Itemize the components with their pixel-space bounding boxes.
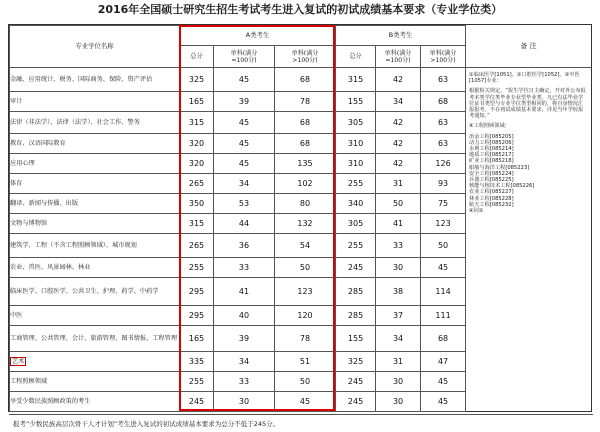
program-cell bbox=[10, 278, 180, 306]
remarks-list-item: 水利工程[085214] bbox=[469, 146, 514, 153]
a-100-header bbox=[214, 46, 275, 68]
b-total-cell: 245 bbox=[336, 258, 376, 278]
b-150-cell: 111 bbox=[421, 306, 466, 326]
a-150-cell: 120 bbox=[275, 306, 336, 326]
table-row bbox=[10, 234, 466, 258]
b-total-cell: 310 bbox=[336, 154, 376, 174]
program-cell bbox=[10, 194, 180, 214]
program-cell bbox=[10, 92, 180, 112]
b-150-header bbox=[421, 46, 466, 68]
a-150-label-line2: >100分) bbox=[292, 56, 318, 64]
a-total-cell: 315 bbox=[180, 112, 214, 134]
b-150-cell: 45 bbox=[421, 392, 466, 412]
remarks-block-2: 根据相关规定，“报生学位日主确定，开对外公布报考本类学位类毕业专业型毕业类。凡已有法毕业学位证书类型与专业学位类型相同的，将自身情况汇报报考。不在初试成绩基本要求，详见当年学校报考通知。” bbox=[469, 88, 586, 120]
b-100-cell: 31 bbox=[376, 352, 421, 372]
a-150-cell: 68 bbox=[275, 112, 336, 134]
b-total-cell: 155 bbox=[336, 92, 376, 112]
a-total-cell: 265 bbox=[180, 174, 214, 194]
a-150-cell: 78 bbox=[275, 92, 336, 112]
a-150-cell: 135 bbox=[275, 154, 336, 174]
program-cell bbox=[10, 112, 180, 134]
b-150-cell: 63 bbox=[421, 134, 466, 154]
a-100-cell: 39 bbox=[214, 92, 275, 112]
table-row bbox=[10, 372, 466, 392]
a-total-cell: 335 bbox=[180, 352, 214, 372]
remarks-list-item: 安全工程[085224] bbox=[469, 170, 514, 177]
remarks-block-3: ④工程照顾领域： bbox=[469, 123, 510, 130]
a-100-cell: 45 bbox=[214, 134, 275, 154]
a-100-label-line1: 单科(满分 bbox=[230, 49, 258, 57]
a-100-cell: 34 bbox=[214, 174, 275, 194]
remarks-block-4: ④同① bbox=[469, 208, 484, 215]
table-row bbox=[10, 326, 466, 352]
program-cell bbox=[10, 68, 180, 92]
a-150-cell: 54 bbox=[275, 234, 336, 258]
table-row bbox=[10, 174, 466, 194]
remarks-panel bbox=[465, 25, 591, 411]
b-100-cell: 50 bbox=[376, 194, 421, 214]
b-150-cell: 63 bbox=[421, 112, 466, 134]
b-100-cell: 30 bbox=[376, 392, 421, 412]
b-100-cell: 41 bbox=[376, 214, 421, 234]
program-name: 文物与博物馆 bbox=[10, 219, 48, 227]
b-total-cell: 305 bbox=[336, 112, 376, 134]
program-name: 体育 bbox=[10, 179, 23, 187]
program-cell bbox=[10, 352, 180, 372]
program-name: 农业、兽医、风景园林、林业 bbox=[10, 263, 91, 271]
b-150-cell: 93 bbox=[421, 174, 466, 194]
program-name: 建筑学、工程（不含工程照顾领域）、城市规划 bbox=[10, 241, 137, 249]
program-header-label: 专业学位名称 bbox=[75, 42, 114, 50]
program-cell bbox=[10, 306, 180, 326]
remarks-list-item: 林业工程[085228] bbox=[469, 195, 514, 202]
zone-a-label: A类考生 bbox=[245, 31, 270, 39]
remarks-list-item: 核能与核技术工程[085226] bbox=[469, 183, 535, 190]
remarks-list-item: 航天工程[085232] bbox=[469, 201, 514, 208]
table-row bbox=[10, 112, 466, 134]
remarks-list-item: 地质工程[085217] bbox=[469, 152, 514, 159]
b-150-cell: 114 bbox=[421, 278, 466, 306]
a-total-cell: 350 bbox=[180, 194, 214, 214]
a-150-cell: 50 bbox=[275, 372, 336, 392]
program-name: 工程照顾领域 bbox=[10, 377, 48, 385]
b-100-cell: 31 bbox=[376, 174, 421, 194]
b-total-cell: 245 bbox=[336, 392, 376, 412]
b-total-cell: 315 bbox=[336, 68, 376, 92]
table-row bbox=[10, 392, 466, 412]
a-150-cell: 51 bbox=[275, 352, 336, 372]
a-150-cell: 45 bbox=[275, 392, 336, 412]
b-total-cell: 245 bbox=[336, 372, 376, 392]
b-100-cell: 38 bbox=[376, 278, 421, 306]
b-150-cell: 47 bbox=[421, 352, 466, 372]
a-total-cell: 320 bbox=[180, 134, 214, 154]
b-150-label-line1: 单科(满分 bbox=[429, 49, 457, 57]
table-row bbox=[10, 194, 466, 214]
a-150-cell: 50 bbox=[275, 258, 336, 278]
b-total-cell: 305 bbox=[336, 214, 376, 234]
a-100-cell: 36 bbox=[214, 234, 275, 258]
b-150-cell: 126 bbox=[421, 154, 466, 174]
remarks-list-item: 动力工程[085206] bbox=[469, 139, 514, 146]
b-150-cell: 75 bbox=[421, 194, 466, 214]
remarks-block-1: ①临床医学[1051]、②口腔医学[1052]、③中医[1057]专业： bbox=[469, 72, 580, 85]
b-100-cell: 42 bbox=[376, 112, 421, 134]
b-150-cell: 68 bbox=[421, 92, 466, 112]
b-150-cell: 68 bbox=[421, 326, 466, 352]
a-total-label: 总分 bbox=[190, 53, 203, 60]
program-name-text: 法律（非法学）、法律（法学）、社会工作、警务 bbox=[10, 118, 140, 126]
b-total-cell: 340 bbox=[336, 194, 376, 214]
a-total-cell: 165 bbox=[180, 92, 214, 112]
a-150-cell: 78 bbox=[275, 326, 336, 352]
a-150-cell: 123 bbox=[275, 278, 336, 306]
a-total-cell: 295 bbox=[180, 306, 214, 326]
b-100-cell: 42 bbox=[376, 134, 421, 154]
b-100-cell: 42 bbox=[376, 68, 421, 92]
program-name: 工商管理、公共管理、会计、旅游管理、图书情报、工程管理 bbox=[10, 334, 178, 342]
program-cell bbox=[10, 214, 180, 234]
b-150-cell: 63 bbox=[421, 68, 466, 92]
a-150-label-line1: 单科(满分 bbox=[291, 49, 319, 57]
program-cell bbox=[10, 174, 180, 194]
footnote: 报考“少数民族高层次骨干人才计划”考生进入复试的初试成绩基本要求为总分不低于245分。 bbox=[9, 414, 593, 432]
a-total-cell: 255 bbox=[180, 372, 214, 392]
a-100-cell: 45 bbox=[214, 154, 275, 174]
a-total-cell: 165 bbox=[180, 326, 214, 352]
scores-sheet bbox=[8, 24, 592, 428]
a-150-cell: 68 bbox=[275, 68, 336, 92]
program-cell bbox=[10, 234, 180, 258]
a-total-header bbox=[180, 46, 214, 68]
table-row bbox=[10, 92, 466, 112]
b-100-header bbox=[376, 46, 421, 68]
program-name: 艺术 bbox=[12, 358, 25, 365]
remarks-list bbox=[469, 134, 588, 208]
a-100-cell: 39 bbox=[214, 326, 275, 352]
b-total-cell: 310 bbox=[336, 134, 376, 154]
program-name: 临床医学、口腔医学、公共卫生、护理、药学、中药学 bbox=[10, 287, 159, 295]
b-150-label-line2: >100分) bbox=[430, 56, 456, 64]
program-name bbox=[10, 119, 140, 126]
scores-table bbox=[9, 25, 466, 412]
program-cell bbox=[10, 154, 180, 174]
program-name: 享受少数民族照顾政策的考生 bbox=[10, 397, 91, 405]
a-total-cell: 320 bbox=[180, 154, 214, 174]
b-100-cell: 34 bbox=[376, 326, 421, 352]
program-cell bbox=[10, 258, 180, 278]
remarks-list-item: 矿业工程[085218] bbox=[469, 158, 514, 165]
b-total-cell: 255 bbox=[336, 234, 376, 258]
a-150-cell: 80 bbox=[275, 194, 336, 214]
b-100-cell: 34 bbox=[376, 92, 421, 112]
program-name: 应用心理 bbox=[10, 159, 35, 167]
a-total-cell: 245 bbox=[180, 392, 214, 412]
b-100-cell: 30 bbox=[376, 372, 421, 392]
a-100-cell: 45 bbox=[214, 112, 275, 134]
table-row bbox=[10, 134, 466, 154]
a-100-cell: 40 bbox=[214, 306, 275, 326]
remarks-list-item: 兵器工程[085225] bbox=[469, 177, 514, 184]
b-150-cell: 50 bbox=[421, 234, 466, 258]
program-name: 金融、应用统计、税务、国际商务、保险、资产评估 bbox=[10, 75, 153, 83]
b-150-cell: 123 bbox=[421, 214, 466, 234]
b-150-cell: 45 bbox=[421, 258, 466, 278]
table-row bbox=[10, 68, 466, 92]
b-100-cell: 42 bbox=[376, 154, 421, 174]
b-total-cell: 325 bbox=[336, 352, 376, 372]
program-cell bbox=[10, 372, 180, 392]
a-100-cell: 30 bbox=[214, 392, 275, 412]
a-100-cell: 45 bbox=[214, 68, 275, 92]
a-100-label-line2: =100分) bbox=[231, 56, 257, 64]
table-row bbox=[10, 154, 466, 174]
b-total-cell: 285 bbox=[336, 306, 376, 326]
b-100-label-line2: =100分) bbox=[385, 56, 411, 64]
b-100-cell: 33 bbox=[376, 234, 421, 258]
b-100-cell: 37 bbox=[376, 306, 421, 326]
remarks-header bbox=[466, 25, 591, 68]
zone-a-header bbox=[180, 26, 336, 46]
remarks-list-item: 船舶与海洋工程[085223] bbox=[469, 164, 530, 171]
program-name: 翻译、新闻与传播、出版 bbox=[10, 199, 79, 207]
b-total-cell: 155 bbox=[336, 326, 376, 352]
program-cell bbox=[10, 134, 180, 154]
a-150-cell: 102 bbox=[275, 174, 336, 194]
table-row bbox=[10, 306, 466, 326]
table-row bbox=[10, 214, 466, 234]
a-100-cell: 33 bbox=[214, 258, 275, 278]
program-name: 中医 bbox=[10, 311, 23, 319]
remarks-body bbox=[466, 68, 591, 220]
table-row bbox=[10, 352, 466, 372]
program-cell bbox=[10, 392, 180, 412]
a-total-cell: 295 bbox=[180, 278, 214, 306]
a-150-cell: 132 bbox=[275, 214, 336, 234]
remarks-list-item: 冶金工程[085205] bbox=[469, 133, 514, 140]
a-100-cell: 41 bbox=[214, 278, 275, 306]
program-name: 教育、汉语国际教育 bbox=[10, 139, 66, 147]
a-total-cell: 325 bbox=[180, 68, 214, 92]
zone-b-label: B类考生 bbox=[388, 31, 413, 39]
b-total-header bbox=[336, 46, 376, 68]
b-150-cell: 45 bbox=[421, 372, 466, 392]
a-total-cell: 265 bbox=[180, 234, 214, 258]
remarks-list-item: 农业工程[085227] bbox=[469, 189, 514, 196]
program-cell bbox=[10, 326, 180, 352]
b-100-label-line1: 单科(满分 bbox=[384, 49, 412, 57]
table-row bbox=[10, 278, 466, 306]
b-total-label: 总分 bbox=[349, 53, 362, 60]
a-100-cell: 34 bbox=[214, 352, 275, 372]
b-100-cell: 30 bbox=[376, 258, 421, 278]
program-name: 审计 bbox=[10, 97, 23, 105]
a-100-cell: 44 bbox=[214, 214, 275, 234]
a-100-cell: 53 bbox=[214, 194, 275, 214]
page-title: 2016年全国硕士研究生招生考试考生进入复试的初试成绩基本要求（专业学位类） bbox=[97, 3, 503, 16]
b-total-cell: 285 bbox=[336, 278, 376, 306]
a-150-header bbox=[275, 46, 336, 68]
a-total-cell: 255 bbox=[180, 258, 214, 278]
remarks-label: 备 注 bbox=[520, 42, 537, 50]
a-100-cell: 33 bbox=[214, 372, 275, 392]
program-header bbox=[10, 26, 180, 68]
a-150-cell: 68 bbox=[275, 134, 336, 154]
b-total-cell: 255 bbox=[336, 174, 376, 194]
a-total-cell: 315 bbox=[180, 214, 214, 234]
table-row bbox=[10, 258, 466, 278]
zone-b-header bbox=[336, 26, 466, 46]
